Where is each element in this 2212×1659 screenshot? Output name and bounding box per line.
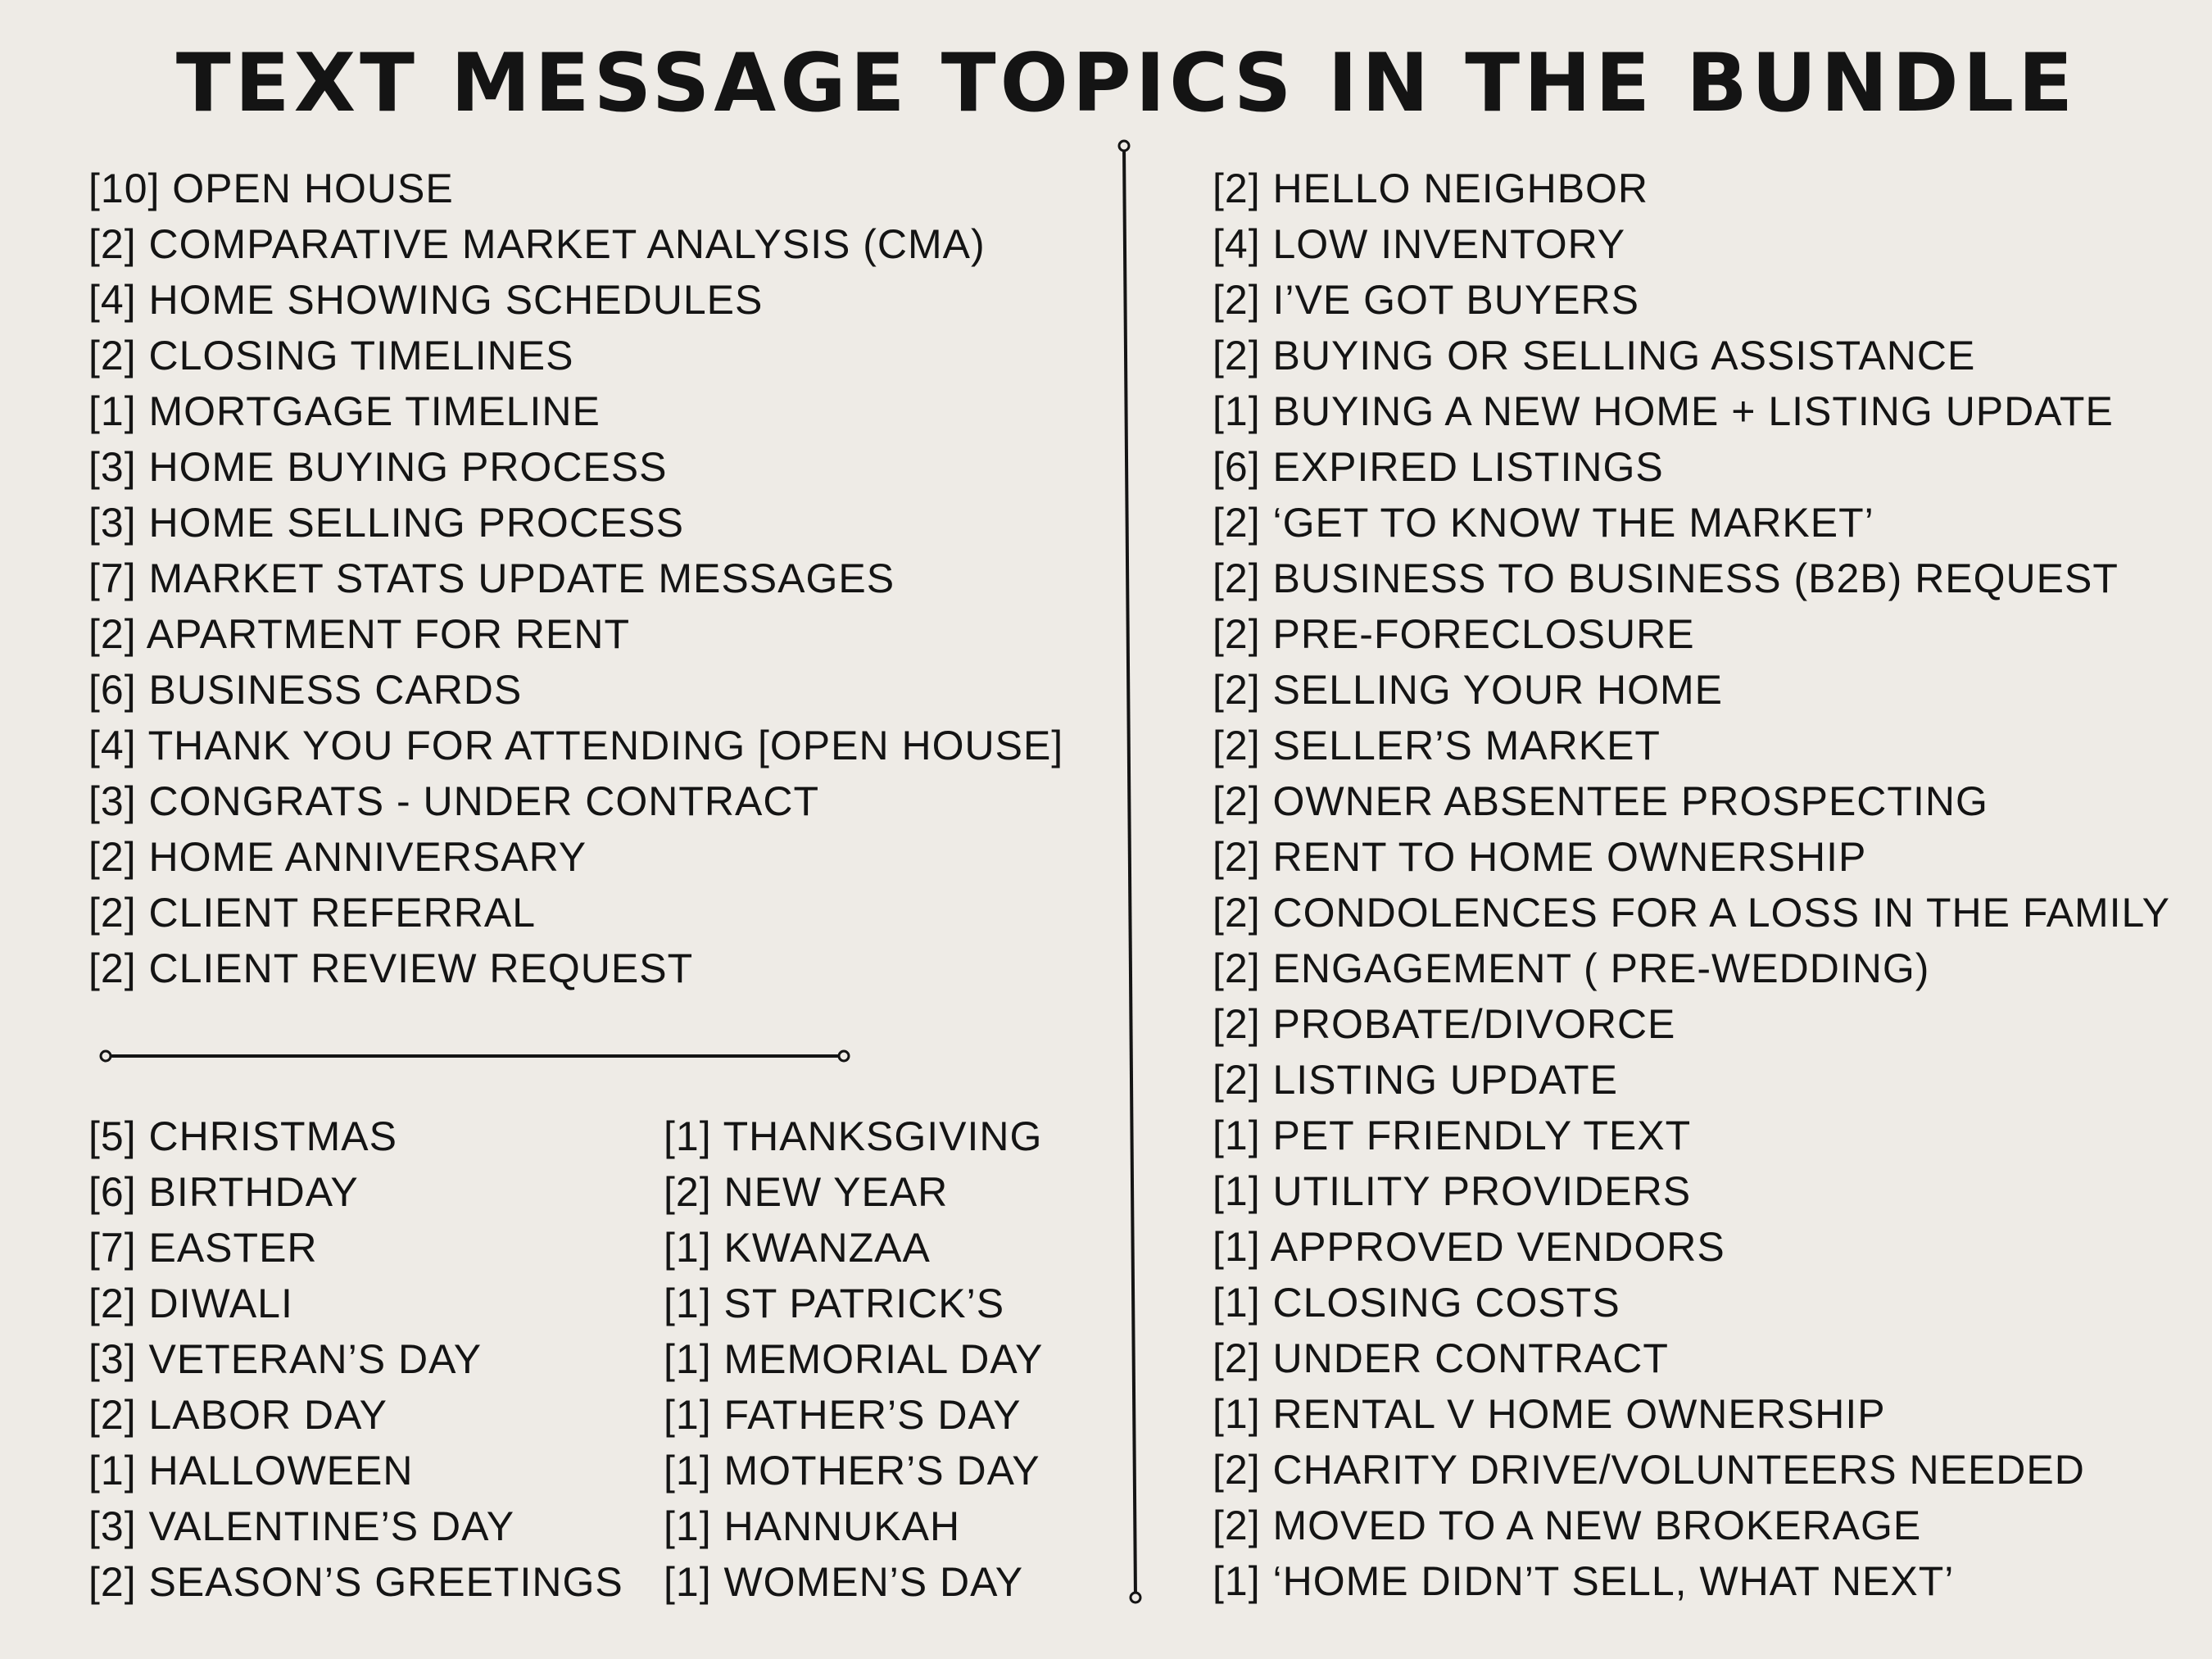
topic-item: [1] BUYING A NEW HOME + LISTING UPDATE [1213, 388, 2114, 434]
topic-item: [2] PRE-FORECLOSURE [1213, 611, 1695, 657]
topic-item: [2] ‘GET TO KNOW THE MARKET’ [1213, 500, 1874, 546]
topic-item: [2] CLIENT REVIEW REQUEST [88, 945, 694, 991]
topic-item: [1] FATHER’S DAY [664, 1392, 1022, 1438]
topic-item: [2] SELLER’S MARKET [1213, 723, 1661, 768]
holiday-list-column-1 [88, 1108, 623, 1610]
topic-item: [6] EXPIRED LISTINGS [1213, 444, 1664, 490]
topic-item: [10] OPEN HOUSE [88, 165, 454, 211]
topic-item: [1] CLOSING COSTS [1213, 1280, 1620, 1326]
topic-item: [2] SELLING YOUR HOME [1213, 667, 1724, 713]
topic-list-right [1213, 161, 2170, 1609]
topic-item: [1] ‘HOME DIDN’T SELL, WHAT NEXT’ [1213, 1558, 1955, 1604]
topic-item: [4] LOW INVENTORY [1213, 221, 1626, 267]
topic-item: [1] WOMEN’S DAY [664, 1559, 1024, 1605]
topic-item: [2] RENT TO HOME OWNERSHIP [1213, 834, 1867, 880]
topic-item: [1] HANNUKAH [664, 1503, 961, 1549]
topic-item: [2] HELLO NEIGHBOR [1213, 165, 1649, 211]
topic-item: [1] UTILITY PROVIDERS [1213, 1168, 1692, 1214]
topic-item: [4] HOME SHOWING SCHEDULES [88, 277, 764, 323]
topic-item: [3] CONGRATS - UNDER CONTRACT [88, 778, 819, 824]
topic-item: [2] APARTMENT FOR RENT [88, 611, 630, 657]
topic-item: [2] LABOR DAY [88, 1392, 388, 1438]
topic-item: [2] UNDER CONTRACT [1213, 1335, 1669, 1381]
holiday-list-column-2 [664, 1108, 1043, 1610]
topic-item: [2] CHARITY DRIVE/VOLUNTEERS NEEDED [1213, 1447, 2085, 1493]
topic-item: [2] CLIENT REFERRAL [88, 890, 537, 936]
topic-item: [2] MOVED TO A NEW BROKERAGE [1213, 1503, 1922, 1548]
vertical-divider [1119, 141, 1140, 1602]
topic-item: [1] APPROVED VENDORS [1213, 1224, 1725, 1270]
topic-item: [1] MOTHER’S DAY [664, 1448, 1040, 1494]
topic-item: [1] PET FRIENDLY TEXT [1213, 1113, 1692, 1158]
topic-item: [3] VETERAN’S DAY [88, 1336, 483, 1382]
topic-item: [3] HOME BUYING PROCESS [88, 444, 668, 490]
topic-item: [2] ENGAGEMENT ( PRE-WEDDING) [1213, 945, 1930, 991]
topic-item: [1] MEMORIAL DAY [664, 1336, 1044, 1382]
topic-item: [1] ST PATRICK’S [664, 1281, 1005, 1326]
topic-item: [2] BUYING OR SELLING ASSISTANCE [1213, 333, 1976, 378]
topic-item: [1] KWANZAA [664, 1225, 931, 1271]
topic-item: [2] LISTING UPDATE [1213, 1057, 1618, 1103]
topic-item: [7] MARKET STATS UPDATE MESSAGES [88, 555, 895, 601]
topic-item: [3] VALENTINE’S DAY [88, 1503, 515, 1549]
topic-item: [2] CLOSING TIMELINES [88, 333, 574, 378]
topic-item: [2] SEASON’S GREETINGS [88, 1559, 623, 1605]
topic-list-left [88, 161, 1063, 996]
topic-item: [2] DIWALI [88, 1281, 293, 1326]
topic-item: [1] MORTGAGE TIMELINE [88, 388, 601, 434]
topic-item: [2] BUSINESS TO BUSINESS (B2B) REQUEST [1213, 555, 2119, 601]
topic-item: [2] HOME ANNIVERSARY [88, 834, 587, 880]
topic-item: [2] CONDOLENCES FOR A LOSS IN THE FAMILY [1213, 890, 2171, 936]
topic-item: [1] RENTAL V HOME OWNERSHIP [1213, 1391, 1886, 1437]
topic-item: [2] I’VE GOT BUYERS [1213, 277, 1640, 323]
topic-item: [2] COMPARATIVE MARKET ANALYSIS (CMA) [88, 221, 986, 267]
topic-item: [2] NEW YEAR [664, 1169, 949, 1215]
topic-item: [1] HALLOWEEN [88, 1448, 414, 1494]
topic-item: [7] EASTER [88, 1225, 318, 1271]
page-title: TEXT MESSAGE TOPICS IN THE BUNDLE [175, 37, 2078, 130]
topic-item: [1] THANKSGIVING [664, 1113, 1043, 1159]
topic-item: [2] PROBATE/DIVORCE [1213, 1001, 1676, 1047]
topic-item: [6] BIRTHDAY [88, 1169, 359, 1215]
topic-item: [5] CHRISTMAS [88, 1113, 397, 1159]
topic-item: [3] HOME SELLING PROCESS [88, 500, 684, 546]
horizontal-divider [101, 1051, 849, 1061]
topic-item: [2] OWNER ABSENTEE PROSPECTING [1213, 778, 1988, 824]
topic-item: [6] BUSINESS CARDS [88, 667, 523, 713]
topic-item: [4] THANK YOU FOR ATTENDING [OPEN HOUSE] [88, 723, 1064, 768]
